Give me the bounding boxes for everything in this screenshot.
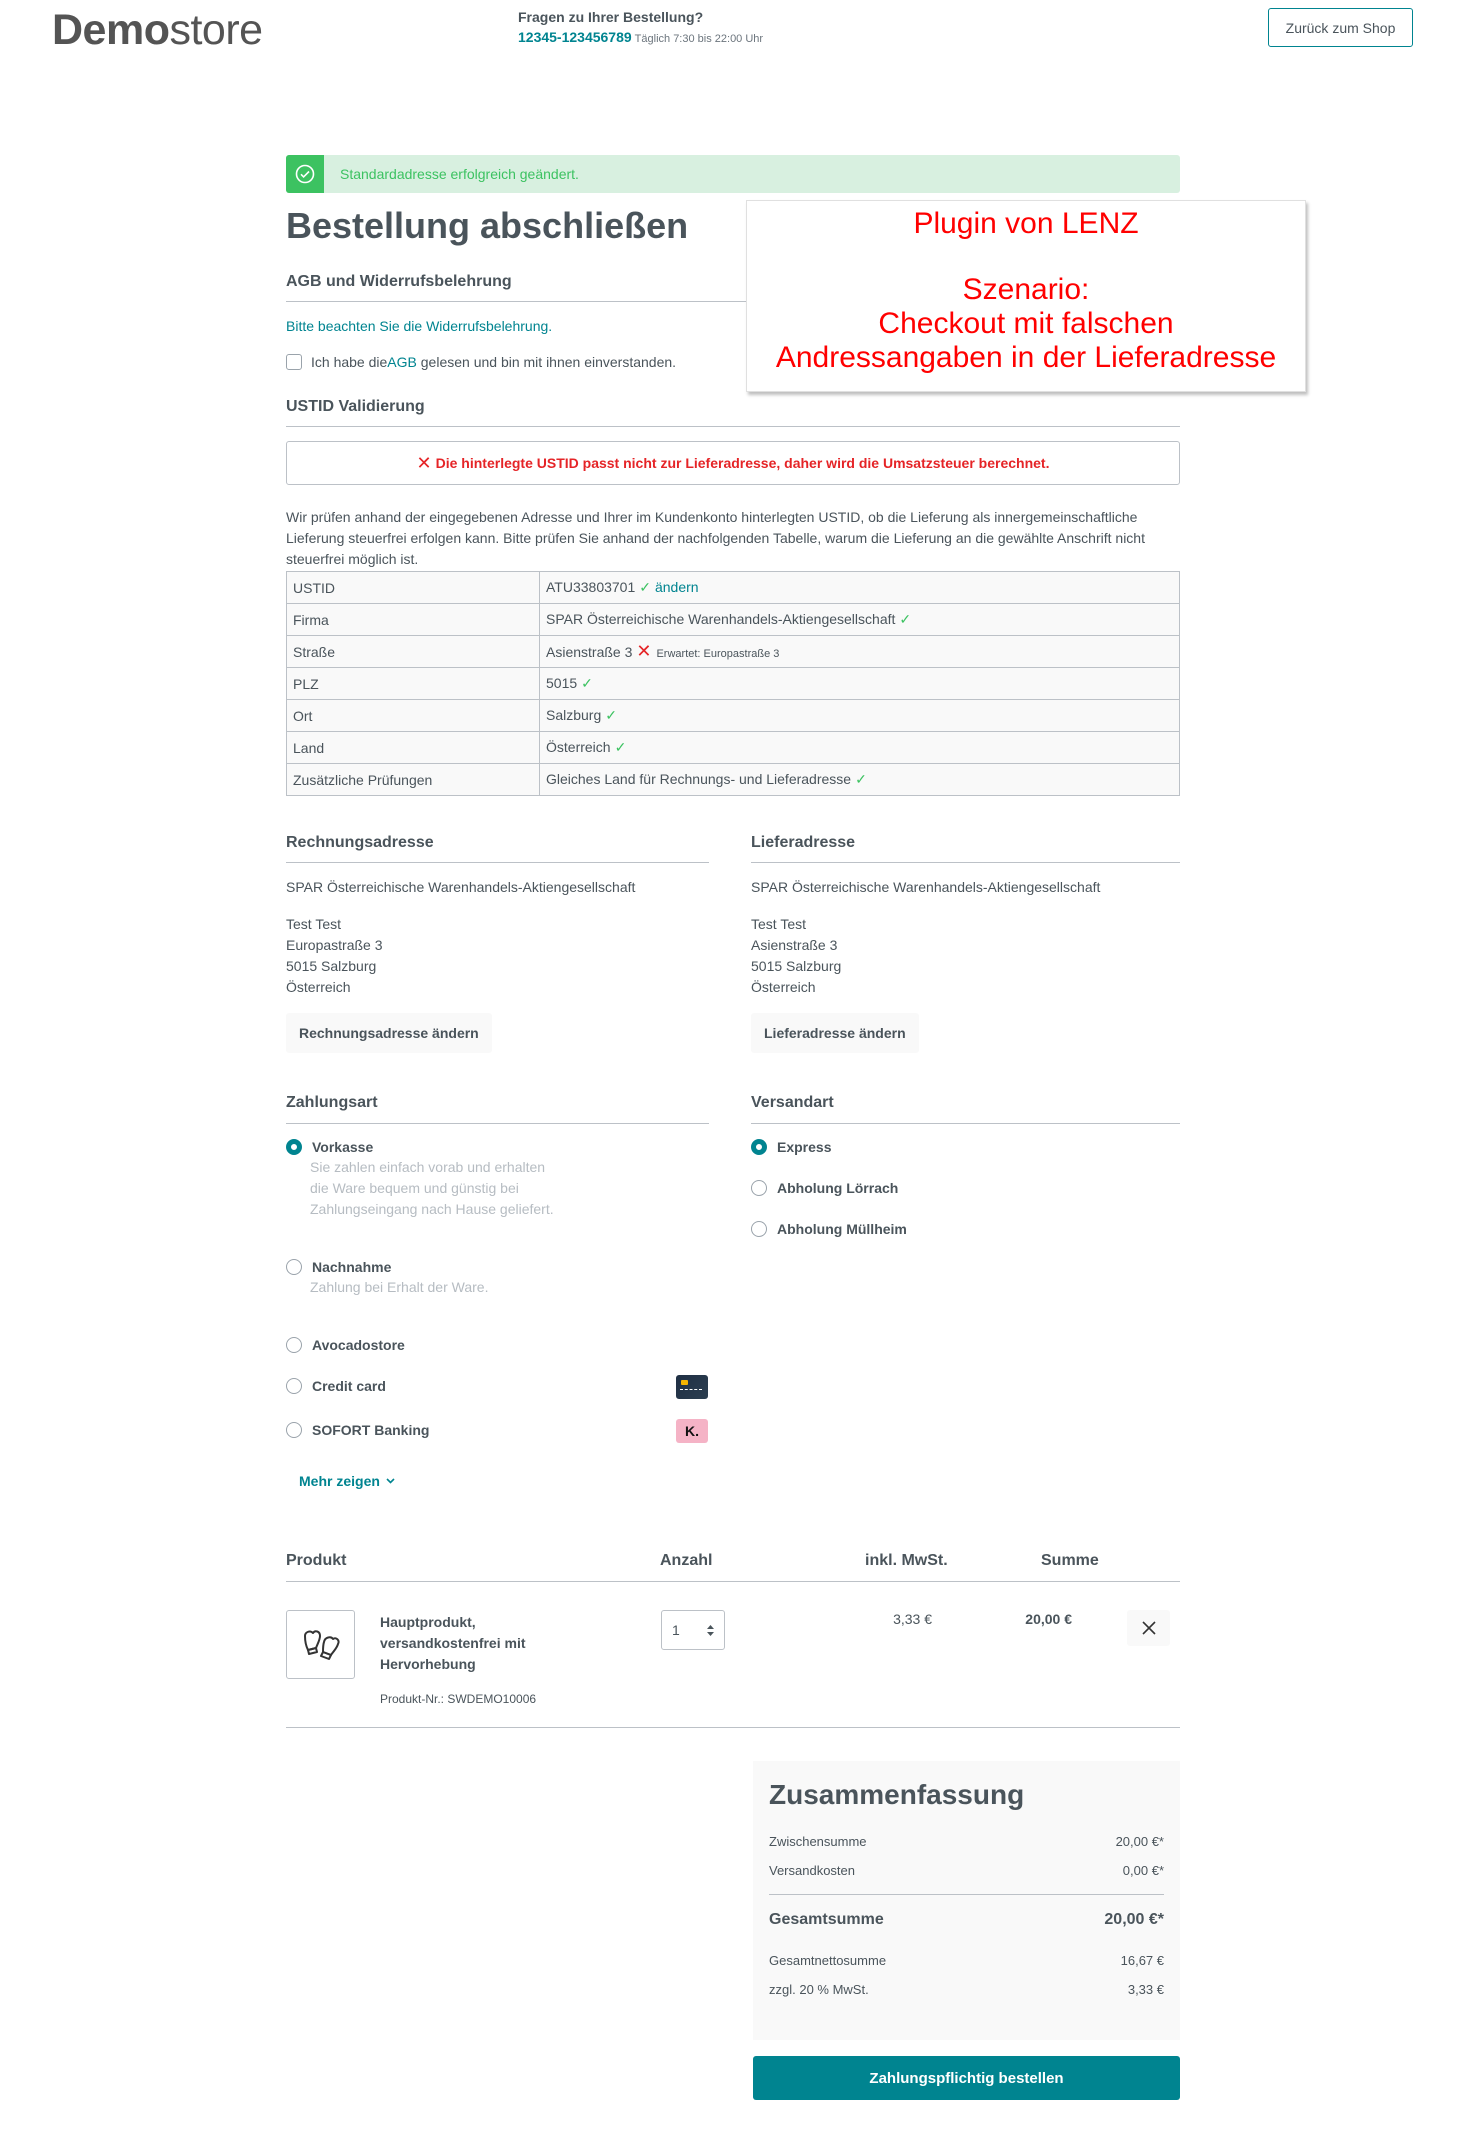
billing-address: SPAR Österreichische Warenhandels-Aktiengesellschaft Test Test Europastraße 3 5015 Salzburg Österreich — [286, 879, 636, 995]
validation-label: Firma — [287, 604, 540, 636]
shipping-option-loerrach[interactable]: Abholung Lörrach — [751, 1180, 898, 1196]
summary-heading: Zusammenfassung — [769, 1779, 1025, 1810]
validation-row — [287, 764, 1180, 796]
radio[interactable] — [751, 1180, 767, 1196]
validation-value-cell — [540, 732, 1180, 764]
radio[interactable] — [286, 1422, 302, 1438]
change-ustid-link[interactable]: ändern — [654, 579, 699, 595]
close-icon — [1141, 1620, 1157, 1636]
summary-shipping: Versandkosten 0,00 €* — [769, 1863, 1164, 1878]
page-title: Bestellung abschließen — [286, 205, 689, 246]
validation-value: Asienstraße 3 — [546, 644, 633, 660]
validation-value-cell — [540, 668, 1180, 700]
remove-item-button[interactable] — [1127, 1610, 1170, 1646]
payment-option-sofort[interactable]: SOFORT Banking — [286, 1422, 429, 1438]
validation-row — [287, 668, 1180, 700]
expected-value: Erwartet: Europastraße 3 — [656, 648, 780, 660]
validation-label: Straße — [287, 636, 540, 668]
divider — [286, 426, 1180, 427]
change-billing-address-button[interactable]: Rechnungsadresse ändern — [286, 1013, 492, 1053]
credit-card-icon — [676, 1375, 708, 1399]
shipping-address: SPAR Österreichische Warenhandels-Aktiengesellschaft Test Test Asienstraße 3 5015 Salzburg Österreich — [751, 879, 1101, 995]
radio[interactable] — [286, 1259, 302, 1275]
back-to-shop-button[interactable]: Zurück zum Shop — [1268, 8, 1413, 47]
summary-total: Gesamtsumme 20,00 €* — [769, 1911, 1164, 1928]
check-icon: ✓ — [605, 707, 617, 723]
radio[interactable] — [286, 1337, 302, 1353]
help-hours: Täglich 7:30 bis 22:00 Uhr — [634, 33, 764, 45]
payment-desc-nachnahme: Zahlung bei Erhalt der Ware. — [310, 1279, 489, 1295]
mittens-icon — [300, 1628, 342, 1662]
cart-header-total: Summe — [1041, 1552, 1099, 1569]
divider — [286, 1581, 1180, 1582]
place-order-button[interactable]: Zahlungspflichtig bestellen — [753, 2056, 1180, 2100]
payment-option-vorkasse[interactable]: Vorkasse — [286, 1139, 373, 1155]
validation-value-cell — [540, 700, 1180, 732]
cart-header-quantity: Anzahl — [660, 1552, 713, 1569]
check-icon: ✓ — [614, 739, 627, 755]
logo[interactable]: Demostore — [52, 6, 263, 54]
chevron-down-icon — [386, 1478, 395, 1484]
product-number: Produkt-Nr.: SWDEMO10006 — [380, 1692, 537, 1706]
validation-row — [287, 700, 1180, 732]
ustid-error-alert — [286, 441, 1180, 485]
shipping-option-express[interactable]: Express — [751, 1139, 831, 1155]
divider — [751, 1123, 1180, 1124]
ustid-description: Wir prüfen anhand der eingegebenen Adresse und Ihrer im Kundenkonto hinterlegten USTID, ob die Lieferung als innergemeinschaftliche Lieferung steuerfrei erfolgen kann. Bitte prüfen Sie anhand der nachfolgenden Tabelle, warum die Lieferung an die gewählte Anschrift nicht steuerfrei möglich ist. — [286, 509, 1145, 567]
quantity-select[interactable]: 1 — [661, 1610, 725, 1650]
sort-arrows-icon — [707, 1625, 714, 1636]
divider — [286, 862, 709, 863]
ustid-validation-table — [286, 571, 1180, 796]
summary-subtotal: Zwischensumme 20,00 €* — [769, 1834, 1164, 1849]
payment-heading: Zahlungsart — [286, 1094, 378, 1111]
validation-value-cell — [540, 636, 1180, 668]
validation-label: USTID — [287, 572, 540, 604]
terms-checkbox-row: Ich habe die AGB gelesen und bin mit ihnen einverstanden. — [286, 354, 676, 370]
validation-value: SPAR Österreichische Warenhandels-Aktiengesellschaft — [546, 611, 896, 627]
annotation-overlay: Plugin von LENZ Szenario: Checkout mit falschen Andressangaben in der Lieferadresse — [746, 200, 1306, 392]
validation-value-cell — [540, 604, 1180, 636]
payment-option-credit-card[interactable]: Credit card — [286, 1378, 386, 1394]
validation-value: 5015 — [546, 675, 578, 691]
shipping-method-heading: Versandart — [751, 1094, 834, 1111]
validation-value: Österreich — [546, 739, 611, 755]
product-image[interactable] — [286, 1610, 355, 1679]
validation-row — [287, 604, 1180, 636]
cart-header-product: Produkt — [286, 1552, 347, 1569]
radio-selected[interactable] — [751, 1139, 767, 1155]
validation-label: PLZ — [287, 668, 540, 700]
validation-row — [287, 732, 1180, 764]
x-icon: ✕ — [636, 641, 652, 661]
validation-label: Ort — [287, 700, 540, 732]
check-icon: ✓ — [855, 771, 867, 787]
help-phone[interactable]: 12345-123456789 — [518, 29, 632, 45]
divider — [286, 1123, 709, 1124]
revocation-link[interactable]: Bitte beachten Sie die Widerrufsbelehrung. — [286, 318, 553, 334]
summary-net: Gesamtnettosumme 16,67 € — [769, 1953, 1164, 1968]
alert-message: Standardadresse erfolgreich geändert. — [340, 166, 579, 182]
radio[interactable] — [751, 1221, 767, 1237]
product-name[interactable]: Hauptprodukt, versandkostenfrei mit Hervorhebung — [380, 1614, 526, 1672]
payment-option-avocadostore[interactable]: Avocadostore — [286, 1337, 405, 1353]
validation-value: ATU33803701 — [546, 579, 636, 595]
divider — [751, 862, 1180, 863]
terms-checkbox[interactable] — [286, 354, 302, 370]
divider — [769, 1894, 1164, 1895]
validation-value: Salzburg — [546, 707, 602, 723]
change-shipping-address-button[interactable]: Lieferadresse ändern — [751, 1013, 919, 1053]
check-icon: ✓ — [581, 675, 593, 691]
order-summary — [753, 1761, 1180, 2040]
agb-link[interactable]: AGB — [387, 354, 417, 370]
validation-value-cell — [540, 572, 1180, 604]
radio-selected[interactable] — [286, 1139, 302, 1155]
billing-heading: Rechnungsadresse — [286, 834, 434, 851]
divider — [286, 1727, 1180, 1728]
shipping-heading: Lieferadresse — [751, 834, 856, 851]
payment-desc-vorkasse: Sie zahlen einfach vorab und erhalten die Ware bequem und günstig bei Zahlungseingang nach Hause geliefert. — [310, 1159, 554, 1217]
ustid-heading: USTID Validierung — [286, 398, 425, 415]
check-icon: ✓ — [639, 579, 651, 595]
success-alert — [286, 155, 1180, 193]
radio[interactable] — [286, 1378, 302, 1394]
ustid-error-message: Die hinterlegte USTID passt nicht zur Lieferadresse, daher wird die Umsatzsteuer berechnet. — [435, 455, 1050, 471]
validation-value-cell — [540, 764, 1180, 796]
product-total: 20,00 € — [1025, 1611, 1072, 1627]
help-question: Fragen zu Ihrer Bestellung? — [518, 9, 704, 25]
klarna-icon: K. — [676, 1419, 708, 1443]
validation-row — [287, 572, 1180, 604]
validation-label: Zusätzliche Prüfungen — [287, 764, 540, 796]
validation-value: Gleiches Land für Rechnungs- und Lieferadresse — [546, 771, 852, 787]
check-icon: ✓ — [899, 611, 912, 627]
summary-vat: zzgl. 20 % MwSt. 3,33 € — [769, 1982, 1164, 1997]
help-block — [518, 9, 763, 45]
check-circle-icon — [286, 155, 324, 193]
shipping-option-muellheim[interactable]: Abholung Müllheim — [751, 1221, 907, 1237]
product-tax: 3,33 € — [893, 1611, 932, 1627]
cart-header-tax: inkl. MwSt. — [865, 1552, 948, 1569]
validation-row — [287, 636, 1180, 668]
validation-label: Land — [287, 732, 540, 764]
show-more-link[interactable]: Mehr zeigen — [299, 1473, 395, 1489]
terms-heading: AGB und Widerrufsbelehrung — [286, 273, 512, 290]
x-icon: ✕ — [416, 452, 432, 473]
payment-option-nachnahme[interactable]: Nachnahme — [286, 1259, 391, 1275]
